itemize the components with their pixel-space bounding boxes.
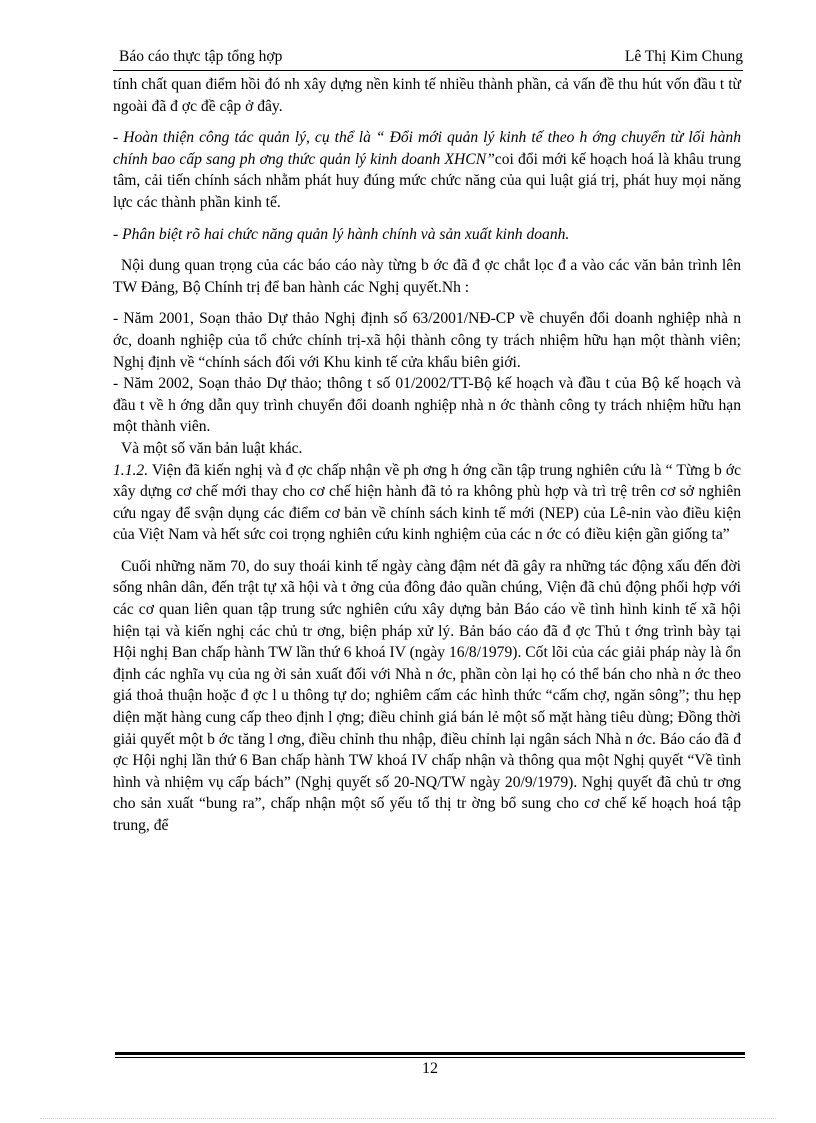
document-body	[113, 74, 741, 837]
footer-divider-thick	[115, 1052, 745, 1055]
page-header	[113, 46, 743, 68]
paragraph-year-2001: - Năm 2001, Soạn thảo Dự thảo Nghị định số 63/2001/NĐ-CP về chuyển đổi doanh nghiệp nhà n ớc, doanh nghiệp của tổ chức chính trị-xã hội thành công ty trách nhiệm hữu hạn một thành viên; Nghị định về “chính sách đối với Khu kinh tế cửa khẩu biên giới.	[113, 310, 741, 371]
section-1-1-2-text: Viện đã kiến nghị và đ ợc chấp nhận về ph ơng h ớng cần tập trung nghiên cứu là “ Từng b ớc xây dựng cơ chế mới thay cho cơ chế hiện hành đã tỏ ra không phù hợp và trì trệ trên cơ sở nghiên cứu ngay để svận dụng các điểm cơ bản về chính sách kinh tế mới (NEP) của Lê-nin vào điều kiện của Việt Nam và hết sức coi trọng nghiên cứu kinh nghiệm của các n ớc có điều kiện gần giống ta”	[113, 461, 741, 544]
page-bottom-border	[40, 1118, 776, 1119]
paragraph-management-reform	[113, 127, 741, 213]
header-author-name: Lê Thị Kim Chung	[624, 48, 743, 65]
paragraph-intro: tính chất quan điểm hồi đó nh xây dựng nền kinh tế nhiều thành phần, cả vấn đề thu hút vốn đầu t từ ngoài đã đ ợc đề cập ở đây.	[113, 76, 741, 115]
footer-divider-thin	[115, 1057, 745, 1058]
section-number: 1.1.2.	[113, 461, 149, 479]
paragraph-management-reform-italic: - Hoàn thiện công tác quản lý, cụ thể là “ Đổi mới quản lý kinh tế theo h ớng chuyển từ lối hành chính bao cấp sang ph ơng thức quản lý kinh doanh XHCN”	[113, 129, 741, 168]
header-divider	[113, 70, 743, 71]
paragraph-report-content: Nội dung quan trọng của các báo cáo này từng b ớc đã đ ợc chắt lọc đ a vào các văn bản trình lên TW Đảng, Bộ Chính trị để ban hành các Nghị quyết.Nh :	[113, 257, 741, 296]
paragraph-function-separation: - Phân biệt rõ hai chức năng quản lý hành chính và sản xuất kinh doanh.	[113, 225, 570, 243]
paragraph-late-70s: Cuối những năm 70, do suy thoái kinh tế ngày càng đậm nét đã gây ra những tác động xấu đến đời sống nhân dân, đến trật tự xã hội và t ởng của đông đảo quần chúng, Viện đã chủ động phối hợp với các cơ quan liên quan tập trung sức nghiên cứu xây dựng bản Báo cáo về tình hình kinh tế xã hội hiện tại và kiến nghị các chủ tr ơng, biện pháp xử lý. Bản báo cáo đã đ ợc Thủ t ớng trình bày tại Hội nghị Ban chấp hành TW lần thứ 6 khoá IV (ngày 16/8/1979). Cốt lõi của các giải pháp này là ổn định các nghĩa vụ của ng ời sản xuất đối với Nhà n ớc, phần còn lại họ có thể bán cho nhà n ớc theo giá thoả thuận hoặc đ ợc l u thông tự do; nghiêm cấm các hình thức “cấm chợ, ngăn sông”; thu hẹp diện mặt hàng cung cấp theo định l ợng; điều chỉnh giá bán lẻ một số mặt hàng tiêu dùng; Đồng thời giải quyết một b ớc tăng l ơng, điều chỉnh thu nhập, điều chỉnh lại ngân sách Nhà n ớc. Báo cáo đã đ ợc Hội nghị lần thứ 6 Ban chấp hành TW khoá IV chấp nhận và thông qua một Nghị quyết “Về tình hình và nhiệm vụ cấp bách” (Nghị quyết số 20-NQ/TW ngày 20/9/1979). Nghị quyết đã chủ tr ơng cho sản xuất “bung ra”, chấp nhận một số yếu tố thị tr ờng bổ sung cho cơ chế kế hoạch hoá tập trung, để	[113, 557, 741, 834]
paragraph-section-1-1-2	[113, 460, 741, 546]
paragraph-management-reform-rest: coi đổi mới kế hoạch hoá là khâu trung tâm, cải tiến chính sách nhằm phát huy đúng mức chức năng của qui luật giá trị, phát huy mọi năng lực các thành phần kinh tế.	[113, 150, 741, 211]
header-report-title: Báo cáo thực tập tổng hợp	[119, 48, 283, 65]
paragraph-year-2002: - Năm 2002, Soạn thảo Dự thảo; thông t số 01/2002/TT-Bộ kế hoạch và đầu t của Bộ kế hoạch và đầu t về h ớng dẫn quy trình chuyển đổi doanh nghiệp nhà n ớc thành công ty trách nhiệm hữu hạn một thành viên.	[113, 375, 741, 436]
paragraph-other-laws: Và một số văn bản luật khác.	[121, 439, 303, 457]
page-number: 12	[422, 1060, 438, 1077]
